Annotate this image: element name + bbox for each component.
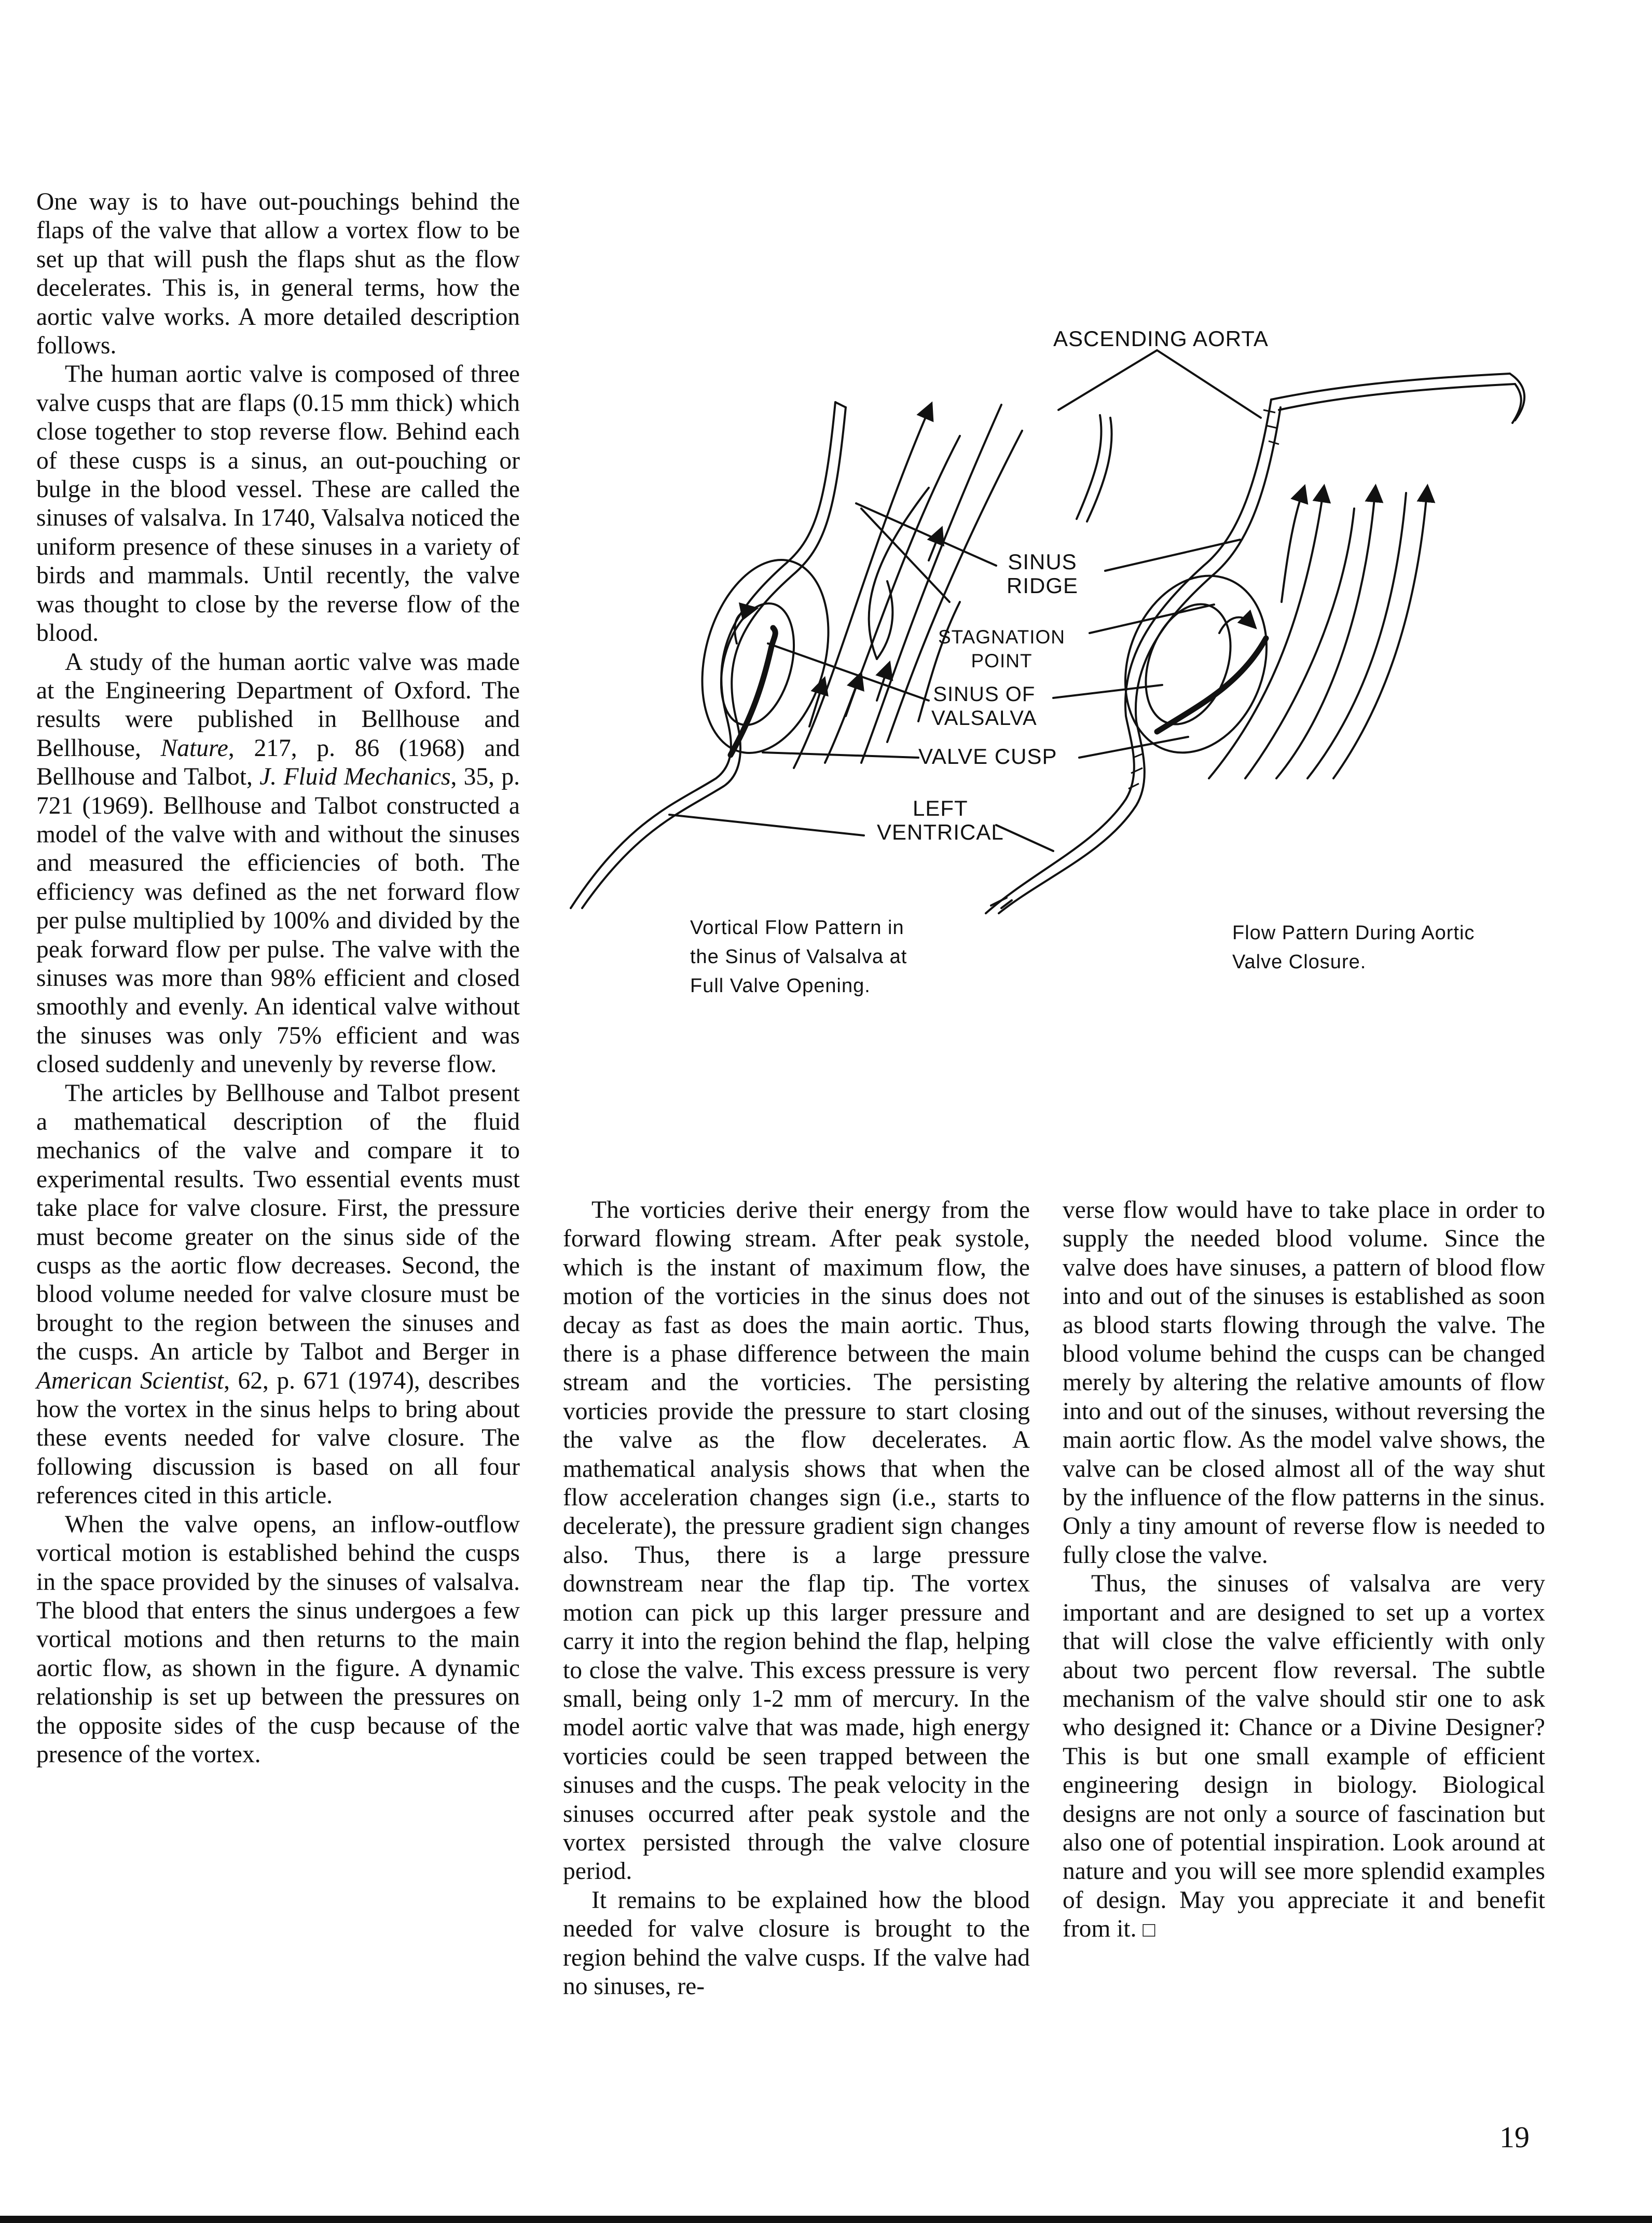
leader-valve-cusp-left bbox=[763, 752, 918, 758]
aortic-valve-figure bbox=[566, 322, 1541, 1027]
left-vortex bbox=[709, 595, 806, 733]
paragraph: When the valve opens, an inflow-outflow vortical motion is established behind the cusps in the space provided by the sinuses of valsalva. The blood that enters the sinus undergoes a few vortical motions and then returns to the main aortic flow, as shown in the figure. A dynamic relationship is set up between the pressures on the opposite sides of the cusp because of the presence of the vortex. bbox=[36, 1511, 520, 1768]
leader-sinus-valsalva-left bbox=[768, 643, 929, 701]
end-of-article-mark: □ bbox=[1142, 1918, 1155, 1942]
label-stagnation-point: STAGNATION POINT bbox=[938, 626, 1066, 671]
paragraph: The vorticies derive their energy from the forward flowing stream. After peak systole, which is the instant of maximum flow, the motion of the vorticies in the sinus does not decay as fast as does the main aortic. Thus, there is a phase difference between the main stream and the vorticies. The persisting vorticies provide the pressure to start closing the valve as the flow decelerates. A mathematical analysis shows that when the flow acceleration changes sign (i.e., starts to decelerate), the pressure gradient sign changes also. Thus, there is a large pressure downstream near the flap tip. The vortex motion can pick up this larger pressure and carry it into the region behind the flap, helping to close the valve. This excess pressure is very small, being only 1-2 mm of mercury. In the model aortic valve that was made, high energy vorticies could be seen trapped between the sinuses and the cusps. The peak velocity in the sinuses occurred after peak systole and the vortex persisted through the valve closure period. bbox=[563, 1197, 1030, 1885]
leader-stagnation-left bbox=[861, 509, 949, 602]
left-vessel-wall-outer bbox=[571, 402, 835, 908]
middle-column bbox=[563, 1196, 1030, 2001]
journal-title: Nature bbox=[160, 734, 228, 762]
paragraph: The articles by Bellhouse and Talbot present a mathematical description of the fluid mechanics of the valve and compare it to experimental results. Two essential events must take place for valve closure. First, the pressure must become greater on the sinus side of the cusps as the aortic flow decreases. Second, the blood volume needed for valve closure must be brought to the region between the sinuses and the cusps. An article by Talbot and Berger in American Scientist, 62, p. 671 (1974), describes how the vortex in the sinus helps to bring about these events needed for valve closure. The following discussion is based on all four references cited in this article. bbox=[36, 1079, 520, 1510]
page-number: 19 bbox=[1499, 2120, 1530, 2154]
caption-left: Vortical Flow Pattern in the Sinus of Valsalva at Full Valve Opening. bbox=[690, 917, 907, 997]
paragraph: Thus, the sinuses of valsalva are very important and are designed to set up a vortex that will close the valve efficiently with only about two percent flow reversal. The subtle mechanism of the valve should stir one to ask who designed it: Chance or a Divine Designer? This is but one small example of efficient engineering design in biology. Biological designs are not only a source of fascination but also one of potential inspiration. Look around at nature and you will see more splendid examples of design. May you appreciate it and benefit from it. □ bbox=[1063, 1570, 1545, 1943]
paragraph: The human aortic valve is composed of three valve cusps that are flaps (0.15 mm thick) which close together to stop reverse flow. Behind each of these cusps is a sinus, an out-pouching or bulge in the blood vessel. These are called the sinuses of valsalva. In 1740, Valsalva noticed the uniform presence of these sinuses in a variety of birds and mammals. Until recently, the valve was thought to close by the reverse flow of the blood. bbox=[36, 361, 520, 647]
paragraph: verse flow would have to take place in order to supply the needed blood volume. Since the valve does have sinuses, a pattern of blood flow into and out of the sinuses is established as soon as blood starts flowing through the valve. The blood volume behind the cusps can be changed merely by altering the relative amounts of flow into and out of the sinuses, without reversing the main aortic flow. As the model valve shows, the valve can be closed almost all of the way shut by the influence of the flow patterns in the sinus. Only a tiny amount of reverse flow is needed to fully close the valve. bbox=[1063, 1197, 1545, 1569]
paragraph: It remains to be explained how the blood needed for valve closure is brought to the region behind the valve cusps. If the valve had no sinuses, re- bbox=[563, 1886, 1030, 2000]
leader-sinus-ridge-left bbox=[856, 503, 996, 566]
leader-left-ventrical-left bbox=[669, 815, 864, 835]
paragraph: A study of the human aortic valve was made at the Engineering Department of Oxford. The results were published in Bellhouse and Bellhouse, Nature, 217, p. 86 (1968) and Bellhouse and Talbot, J. Fluid Mechanics, 35, p. 721 (1969). Bellhouse and Talbot constructed a model of the valve with and without the sinuses and measured the efficiencies of both. The efficiency was defined as the net forward flow per pulse multiplied by 100% and divided by the peak forward flow per pulse. The valve with the sinuses was more than 98% efficient and closed smoothly and evenly. An identical valve without the sinuses was only 75% efficient and was closed suddenly and unevenly by reverse flow. bbox=[36, 648, 520, 1078]
label-ascending-aorta: ASCENDING AORTA bbox=[1053, 326, 1269, 351]
bottom-border bbox=[0, 2216, 1652, 2223]
leader-ascending-aorta-right bbox=[1157, 350, 1261, 418]
left-column bbox=[36, 188, 520, 1769]
right-valve-cusp bbox=[1157, 638, 1266, 732]
leader-left-ventrical-right bbox=[996, 825, 1053, 851]
label-sinus-ridge: SINUS RIDGE bbox=[1007, 550, 1079, 598]
journal-title: J. Fluid Mechanics bbox=[259, 763, 451, 791]
label-valve-cusp: VALVE CUSP bbox=[918, 744, 1057, 769]
leader-ascending-aorta-left bbox=[1058, 350, 1157, 410]
label-sinus-of-valsalva: SINUS OF VALSALVA bbox=[931, 683, 1037, 730]
right-column bbox=[1063, 1196, 1545, 1944]
paragraph: One way is to have out-pouchings behind the flaps of the valve that allow a vortex flow to be set up that will push the flaps shut as the flow decelerates. This is, in general terms, how the aortic valve works. A more detailed description follows. bbox=[36, 188, 520, 360]
leader-sinus-ridge-right bbox=[1105, 540, 1240, 571]
caption-right: Flow Pattern During Aortic Valve Closure. bbox=[1232, 922, 1475, 973]
journal-title: American Scientist bbox=[36, 1367, 224, 1394]
label-left-ventrical: LEFT VENTRICAL bbox=[877, 796, 1004, 844]
leader-stagnation-right bbox=[1090, 605, 1214, 633]
